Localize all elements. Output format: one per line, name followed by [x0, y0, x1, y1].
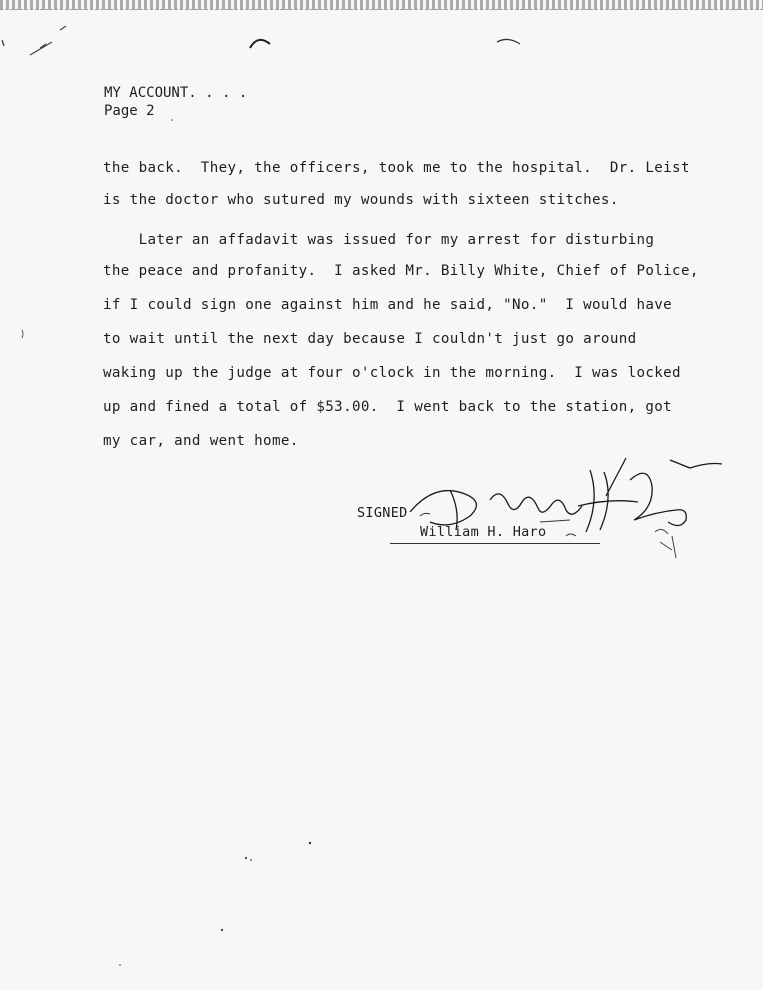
scan-mark: [30, 26, 66, 55]
document-header: [104, 84, 247, 120]
scan-mark: [250, 40, 270, 48]
scan-speck: [309, 842, 311, 844]
text-line: waking up the judge at four o'clock in the morning. I was locked: [103, 365, 681, 381]
scan-mark: [2, 40, 4, 46]
scan-speck: [221, 929, 223, 931]
signed-label: SIGNED: [357, 505, 408, 521]
signature-line: [390, 543, 600, 544]
text-line: if I could sign one against him and he said, "No." I would have: [103, 297, 673, 313]
header-title: MY ACCOUNT. . . .: [104, 85, 248, 101]
scan-speck: [119, 964, 121, 966]
text-line: the back. They, the officers, took me to the hospital. Dr. Leist: [103, 160, 690, 176]
page-number: Page 2: [104, 103, 155, 119]
scan-mark: [22, 330, 23, 338]
scan-speck: [245, 857, 247, 859]
text-line: the peace and profanity. I asked Mr. Billy White, Chief of Police,: [103, 263, 699, 279]
scan-speck: [250, 859, 252, 861]
text-line: is the doctor who sutured my wounds with sixteen stitches.: [103, 192, 619, 208]
handwritten-signature: [390, 450, 730, 570]
text-line: to wait until the next day because I couldn't just go around: [103, 331, 637, 347]
text-line: my car, and went home.: [103, 433, 299, 449]
scan-mark: [497, 39, 520, 44]
signer-name: William H. Haro: [420, 524, 547, 540]
text-line: Later an affadavit was issued for my arrest for disturbing: [103, 232, 655, 248]
text-line: up and fined a total of $53.00. I went back to the station, got: [103, 399, 673, 415]
